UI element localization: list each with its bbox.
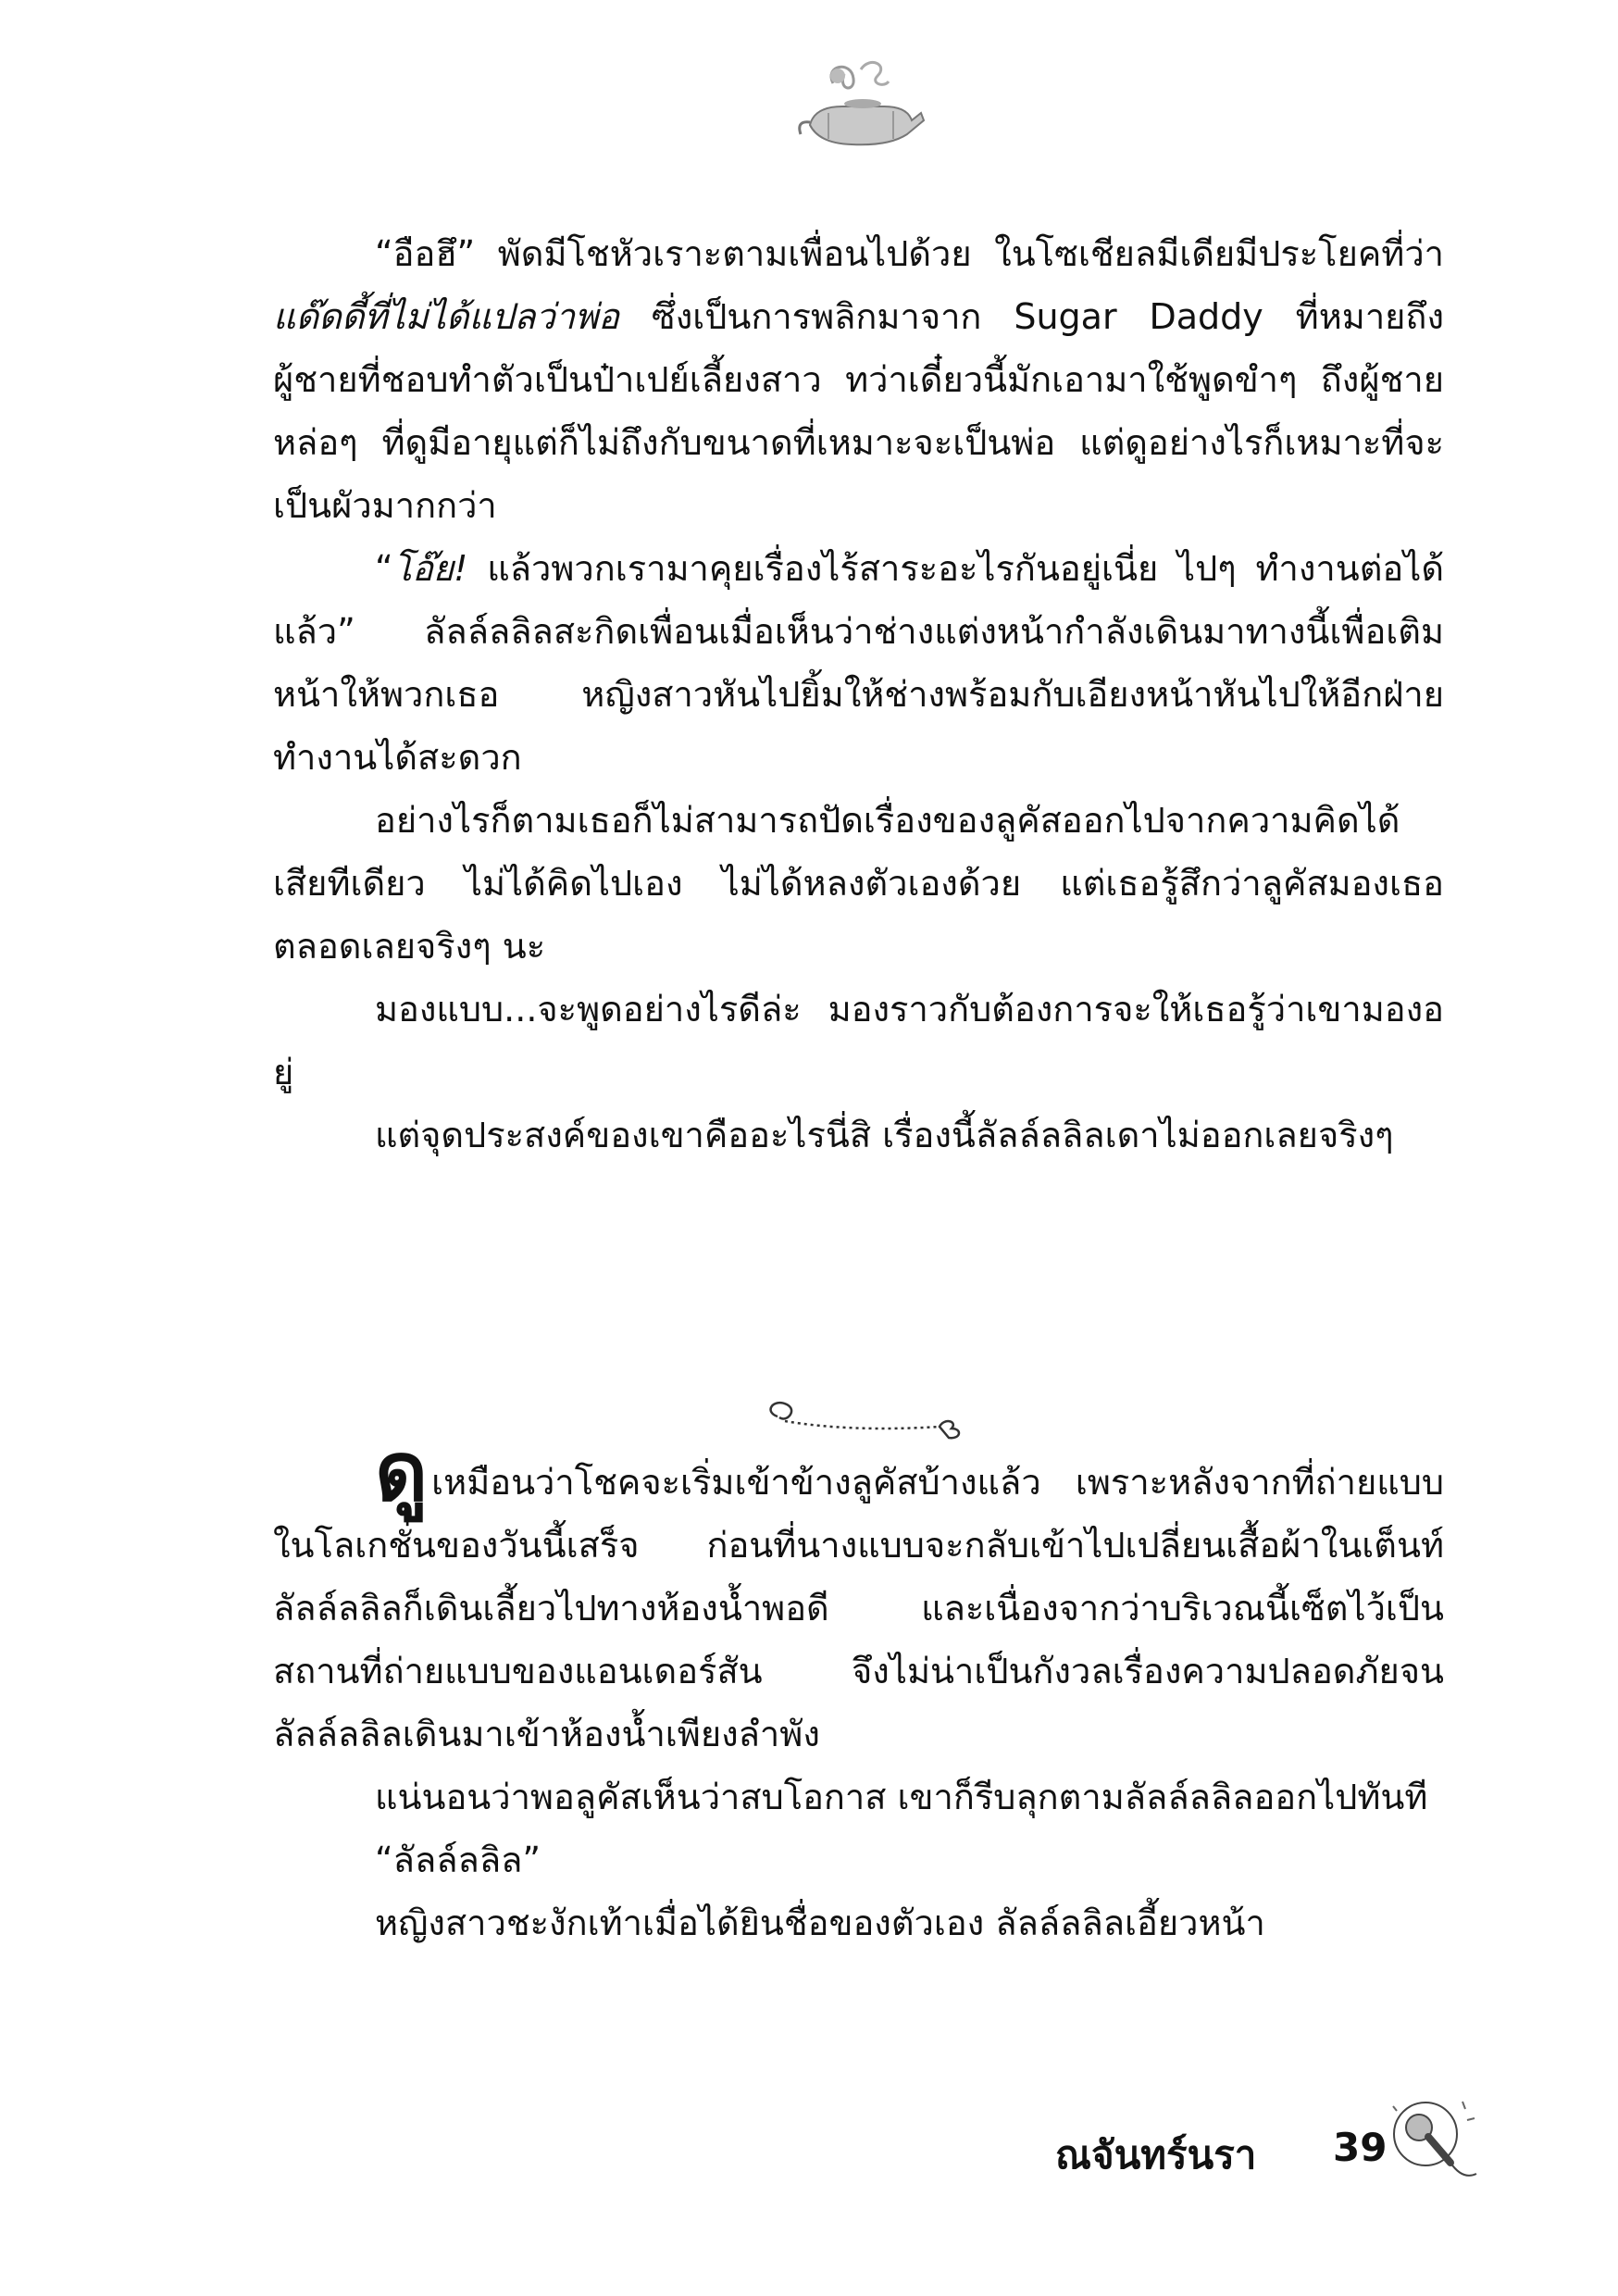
section-1 [273, 222, 1444, 1167]
paragraph-9: หญิงสาวชะงักเท้าเมื่อได้ยินชื่อของตัวเอง ลัลล์ลลิลเอี้ยวหน้า [375, 1903, 1265, 1943]
drop-cap: ดู [375, 1424, 429, 1519]
swirl-heart-divider-icon [759, 1393, 972, 1444]
genie-lamp-icon [796, 56, 926, 157]
paragraph-3: อย่างไรก็ตามเธอก็ไม่สามารถปัดเรื่องของลูคัสออกไปจากความคิดได้เสียทีเดียว ไม่ได้คิดไปเอง ไม่ได้หลงตัวเองด้วย แต่เธอรู้สึกว่าลูคัสมองเธอตลอดเลยจริงๆ นะ [273, 800, 1444, 967]
paragraph-4: มองแบบ...จะพูดอย่างไรดีล่ะ มองราวกับต้องการจะให้เธอรู้ว่าเขามองอยู่ [273, 989, 1444, 1092]
paragraph-5: แต่จุดประสงค์ของเขาคืออะไรนี่สิ เรื่องนี้ลัลล์ลลิลเดาไม่ออกเลยจริงๆ [375, 1115, 1394, 1155]
page-footer [981, 2088, 1500, 2208]
paragraph-1: “อือฮึ” พัดมีโชหัวเราะตามเพื่อนไปด้วย ในโซเชียลมีเดียมีประโยคที่ว่า แด๊ดดี้ที่ไม่ได้แปลว่าพ่อ ซึ่งเป็นการพลิกมาจาก Sugar Daddy ที่หมายถึงผู้ชายที่ชอบทำตัวเป็นป๋าเปย์เลี้ยงสาว ทว่าเดี๋ยวนี้มักเอามาใช้พูดขำๆ ถึงผู้ชายหล่อๆ ที่ดูมีอายุแต่ก็ไม่ถึงกับขนาดที่เหมาะจะเป็นพ่อ แต่ดูอย่างไรก็เหมาะที่จะเป็นผัวมากกว่า [273, 233, 1444, 526]
section-2 [273, 1424, 1444, 1954]
paragraph-6: ดูเหมือนว่าโชคจะเริ่มเข้าข้างลูคัสบ้างแล้ว เพราะหลังจากที่ถ่ายแบบในโลเกชั่นของวันนี้เสร็จ ก่อนที่นางแบบจะกลับเข้าไปเปลี่ยนเสื้อผ้าในเต็นท์ ลัลล์ลลิลก็เดินเลี้ยวไปทางห้องน้ำพอดี และเนื่องจากว่าบริเวณนี้เซ็ตไว้เป็นสถานที่ถ่ายแบบของแอนเดอร์สัน จึงไม่น่าเป็นกังวลเรื่องความปลอดภัยจนลัลล์ลลิลเดินมาเข้าห้องน้ำเพียงลำพัง [273, 1424, 1444, 1754]
paragraph-7: แน่นอนว่าพอลูคัสเห็นว่าสบโอกาส เขาก็รีบลุกตามลัลล์ลลิลออกไปทันที [375, 1777, 1428, 1817]
paragraph-2: “โอ๊ย! แล้วพวกเรามาคุยเรื่องไร้สาระอะไรกันอยู่เนี่ย ไปๆ ทำงานต่อได้แล้ว” ลัลล์ลลิลสะกิดเพื่อนเมื่อเห็นว่าช่างแต่งหน้ากำลังเดินมาทางนี้เพื่อเติมหน้าให้พวกเธอ หญิงสาวหันไปยิ้มให้ช่างพร้อมกับเอียงหน้าหันไปให้อีกฝ่ายทำงานได้สะดวก [273, 548, 1444, 778]
author-name: ณจันทร์นรา [1055, 2132, 1257, 2177]
microphone-icon [1375, 2092, 1486, 2194]
paragraph-8: “ลัลล์ลลิล” [375, 1840, 541, 1880]
page-number: 39 [1333, 2125, 1388, 2170]
